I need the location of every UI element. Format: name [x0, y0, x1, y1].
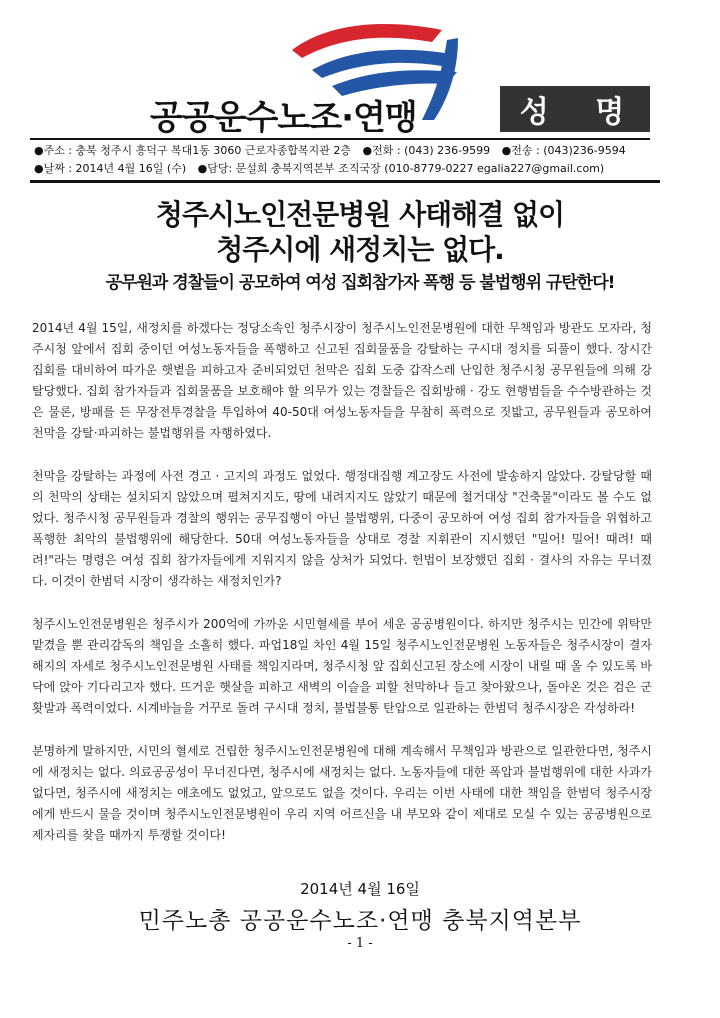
signature-date: 2014년 4월 16일 — [300, 880, 420, 898]
contact-person: ●담당: 문설희 충북지역본부 조직국장 (010-8779-0227 egalia227@gmail.com) — [197, 162, 605, 175]
title-line-2: 청주시에 새정치는 없다. — [216, 233, 504, 266]
org-name: 공공운수노조·연맹 — [150, 98, 417, 138]
page-number: - 1 - — [347, 936, 373, 951]
paragraph: 분명하게 말하지만, 시민의 혈세로 건립한 청주시노인전문병원에 대해 계속해서 무책임과 방관으로 일관한다면, 청주시에 새정치는 없다. 의료공공성이 무너진다면, 청주시에 새정치는 없다. 노동자들에 대한 폭압과 불법행위에 대한 사과가 없다면, 청주시에 새정치는 애초에도 없었고, 앞으로도 없을 것이다. 우리는 이번 사태에 대한 책임을 한범덕 청주시장에게 반드시 물을 것이며 청주시노인전문병원이 우리 지역 어르신을 내 부모와 같이 제대로 모실 수 있는 공공병원으로 제자리를 찾을 때까지 투쟁할 것이다! — [32, 744, 652, 842]
doc-type-badge: 성 명 — [500, 86, 650, 132]
address: ●주소 : 충북 청주시 흥덕구 복대1동 3060 근로자종합복지관 2층 — [34, 144, 352, 157]
title-rule — [30, 180, 660, 183]
contact-line-1 — [34, 142, 634, 158]
statement-body — [32, 318, 652, 868]
paragraph: 천막을 강탈하는 과정에 사전 경고 · 고지의 과정도 없었다. 행정대집행 계고장도 사전에 발송하지 않았다. 강탈당할 때의 천막의 상태는 설치되지 않았으며 펼쳐지지도, 땅에 내려지지도 않았기 때문에 철거대상 "건축물"이라도 볼 수도 없었다. 청주시청 공무원들과 경찰의 행위는 공무집행이 아닌 불법행위, 다중이 공모하여 여성 집회 참가자들을 위협하고 폭행한 최악의 불법행위에 해당한다. 50대 여성노동자들을 상대로 경찰 지휘관이 지시했던 "밀어! 밀어! 때려! 때려!"라는 명령은 여성 집회 참가자들에게 지워지지 않을 상처가 되었다. 헌법이 보장했던 집회 · 결사의 자유는 무너졌다. 이것이 한범덕 시장이 생각하는 새정치인가? — [32, 469, 652, 588]
subtitle: 공무원과 경찰들이 공모하여 여성 집회참가자 폭행 등 불법행위 규탄한다! — [105, 273, 615, 293]
title-line-1: 청주시노인전문병원 사태해결 없이 — [155, 198, 565, 231]
header-rule — [30, 138, 650, 140]
contact-line-2 — [34, 160, 612, 176]
date: ●날짜 : 2014년 4월 16일 (수) — [34, 162, 187, 175]
phone: ●전화 : (043) 236-9599 — [362, 144, 491, 157]
fax: ●전송 : (043)236-9594 — [501, 144, 626, 157]
paragraph: 2014년 4월 15일, 새정치를 하겠다는 정당소속인 청주시장이 청주시노인전문병원에 대한 무책임과 방관도 모자라, 청주시청 앞에서 집회 중이던 여성노동자들을 폭행하고 신고된 집회물품을 강탈하는 구시대 정치를 되풀이 했다. 장시간 집회를 대비하여 따가운 햇볕을 피하고자 준비되었던 천막은 집회 도중 갑작스레 난입한 청주시청 공무원들에 의해 강탈당했다. 집회 참가자들과 집회물품을 보호해야 할 의무가 있는 경찰들은 집회방해 · 강도 현행범들을 수수방관하는 것은 물론, 방패를 든 무장전투경찰을 투입하여 40-50대 여성노동자들을 무참히 폭력으로 짓밟고, 공무원들과 공모하여 천막을 강탈·파괴하는 불법행위를 자행하였다. — [32, 321, 652, 440]
paragraph: 청주시노인전문병원은 청주시가 200억에 가까운 시민혈세를 부어 세운 공공병원이다. 하지만 청주시는 민간에 위탁만 맡겼을 뿐 관리감독의 책임을 소홀히 했다. 파업18일 차인 4월 15일 청주시노인전문병원 노동자들은 청주시장이 결자해지의 자세로 청주시노인전문병원 사태를 책임지라며, 청주시청 앞 집회신고된 장소에 시장이 내릴 때 올 수 있도록 바닥에 앉아 기다리고자 했다. 뜨거운 햇살을 피하고 새벽의 이슬을 피할 천막하나 들고 찾아왔으나, 돌아온 것은 검은 군홧발과 폭력이었다. 시계바늘을 거꾸로 돌려 구시대 정치, 불법불통 탄압으로 일관하는 한범덕 청주시장은 각성하라! — [32, 617, 652, 715]
signature-org: 민주노총 공공운수노조·연맹 충북지역본부 — [138, 908, 582, 934]
